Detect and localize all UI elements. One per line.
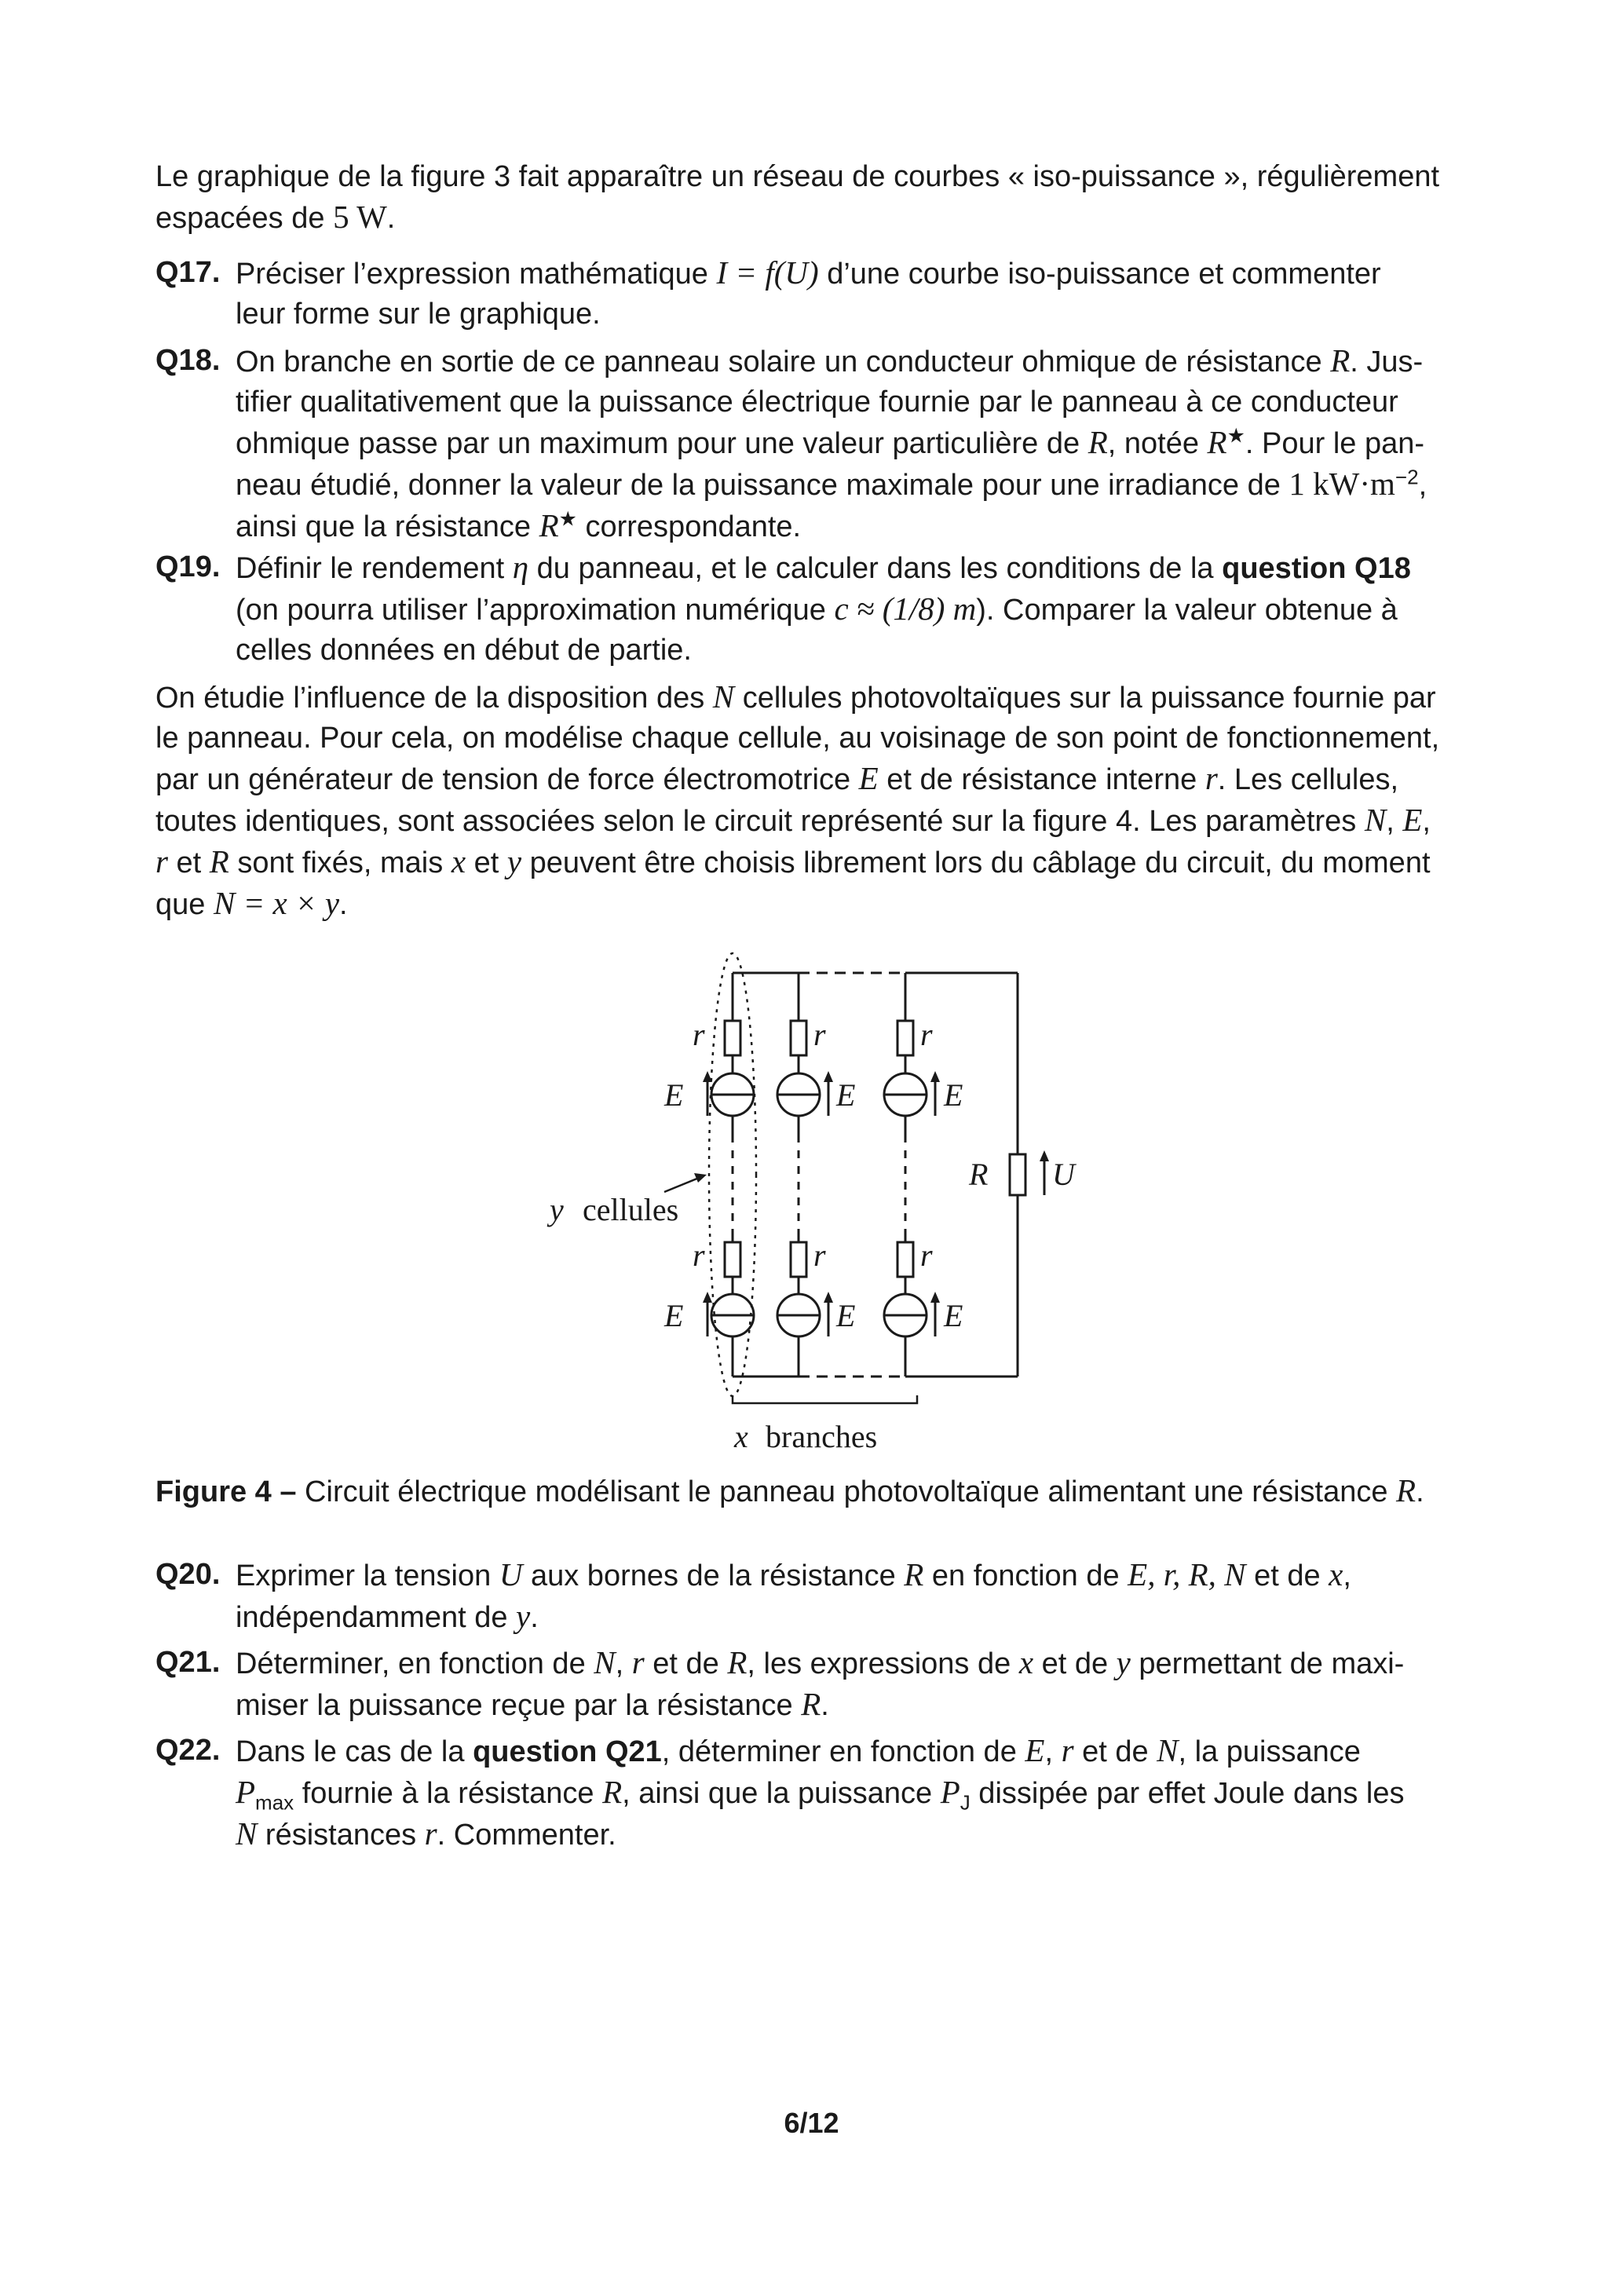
q18-line-4: neau étudié, donner la valeur de la puissance maximale pour une irradiance de 1 $kW\cdot m^{-2}$, [236,465,1427,502]
label-x: x [734,1419,748,1454]
q22-line-3: N résistances r. Commenter. [236,1815,616,1852]
para2-line-1: On étudie l’influence de la disposition des N cellules photovoltaïques sur la puissance fournie par [155,678,1436,715]
question-q20 [155,1555,1482,1638]
label-E-5: E [836,1298,856,1333]
question-q21 [155,1643,1482,1726]
label-E-3: E [944,1077,963,1113]
label-branches: branches [766,1419,878,1454]
q20-line-1: Exprimer la tension U aux bornes de la résistance R en fonction de E, r, R, N et de x, [236,1556,1351,1592]
para2-line-2: le panneau. Pour cela, on modélise chaque cellule, au voisinage de son point de fonctionnement, [155,722,1440,755]
label-y: y [550,1192,564,1227]
emf-arrows [707,1080,1044,1336]
q22-line-1: Dans le cas de la question Q21, déterminer en fonction de E, r et de N, la puissance [236,1732,1361,1768]
question-number: Q21. [155,1646,221,1679]
question-q17 [155,253,1482,335]
label-r-4: r [693,1238,705,1273]
intro-line-2: espacées de 5 W. [155,199,396,235]
para2-line-3: par un générateur de tension de force électromotrice E et de résistance interne r. Les cellules, [155,760,1399,796]
question-number: Q20. [155,1558,221,1591]
page-number: 6/12 [784,2107,839,2139]
para2-line-5: r et R sont fixés, mais x et y peuvent être choisis librement lors du câblage du circuit, du moment [155,843,1431,879]
q21-line-1: Déterminer, en fonction de N, r et de R, les expressions de x et de y permettant de maxi- [236,1644,1405,1680]
para2-line-6: que N = x × y. [155,885,348,921]
q19-line-1: Définir le rendement η du panneau, et le calculer dans les conditions de la question Q18 [236,549,1411,585]
branch-1 [711,973,754,1377]
label-cellules: cellules [583,1192,679,1227]
label-r-1: r [693,1017,705,1052]
label-r-6: r [920,1238,933,1273]
model-paragraph [155,677,1482,925]
label-E-2: E [836,1077,856,1113]
circuit-figure [534,942,1084,1461]
intro-line-1: Le graphique de la figure 3 fait apparaître un réseau de courbes « iso-puissance », régulièrement [155,160,1440,193]
q22-line-2: $P_{max}$ fournie à la résistance R, ainsi que la puissance $P_J$ dissipée par effet Joule dans les [236,1774,1405,1815]
label-E-4: E [664,1298,684,1333]
label-r-3: r [920,1017,933,1052]
q17-line-1: Préciser l’expression mathématique I = f(U) d’une courbe iso-puissance et commenter [236,254,1381,291]
question-q19 [155,547,1482,671]
label-r-2: r [813,1017,826,1052]
label-E-1: E [664,1077,684,1113]
figure-caption: Figure 4 – Circuit électrique modélisant le panneau photovoltaïque alimentant une résistance R. [155,1472,1424,1508]
q18-line-5: ainsi que la résistance R★ correspondante. [236,506,802,543]
x-bracket [733,1395,917,1403]
question-number: Q22. [155,1734,221,1767]
label-R-load: R [969,1157,989,1192]
label-U: U [1052,1157,1075,1192]
q18-line-3: ohmique passe par un maximum pour une valeur particulière de R, notée R★. Pour le pan- [236,423,1425,460]
label-r-5: r [813,1238,826,1273]
question-q18 [155,341,1482,547]
q17-line-2: leur forme sur le graphique. [236,298,601,331]
question-number: Q19. [155,550,221,583]
y-pointer-line [664,1178,699,1192]
label-E-6: E [944,1298,963,1333]
q18-line-1: On branche en sortie de ce panneau solaire un conducteur ohmique de résistance R. Jus- [236,342,1424,378]
arrow-heads [694,1071,1049,1303]
question-number: Q17. [155,256,221,289]
q19-line-3: celles données en début de partie. [236,634,692,667]
q19-line-2: (on pourra utiliser l’approximation numérique c ≈ (1/8) m). Comparer la valeur obtenue à [236,590,1398,627]
load-resistor [1010,1154,1025,1195]
q21-line-2: miser la puissance reçue par la résistance R. [236,1686,829,1722]
intro-paragraph [155,157,1482,239]
q20-line-2: indépendamment de y. [236,1598,539,1634]
question-number: Q18. [155,344,221,377]
q18-line-2: tifier qualitativement que la puissance électrique fournie par le panneau à ce conducteur [236,386,1398,419]
question-q22 [155,1731,1482,1855]
para2-line-4: toutes identiques, sont associées selon le circuit représenté sur la figure 4. Les paramètres N, E, [155,802,1431,838]
